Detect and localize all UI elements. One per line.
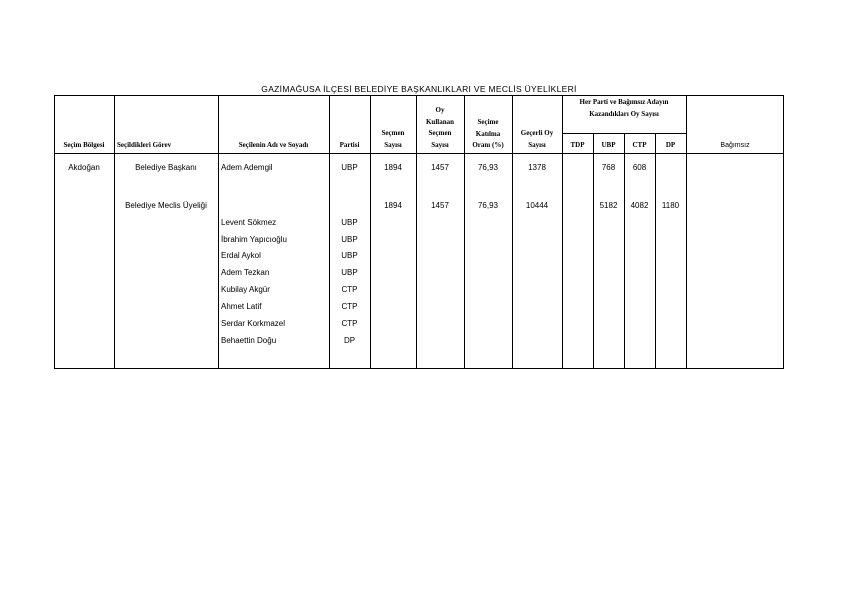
- mayor-katilma: 76,93: [477, 163, 499, 172]
- header-secmen-sayisi: Seçmen Sayısı: [381, 129, 405, 149]
- member-name: Erdal Aykol: [221, 251, 261, 260]
- member-party: UBP: [341, 268, 358, 277]
- mayor-ubp: 768: [601, 163, 616, 172]
- header-parti-group: Her Parti ve Bağımsız Adayın Kazandıkları Oy Sayısı: [579, 98, 669, 118]
- member-party: UBP: [341, 251, 358, 260]
- column-divider: [562, 95, 563, 369]
- header-ctp: CTP: [632, 141, 647, 149]
- council-dp: 1180: [661, 201, 680, 210]
- member-party: CTP: [341, 285, 358, 294]
- header-secim-bolgesi: Seçim Bölgesi: [63, 141, 105, 149]
- column-divider: [464, 95, 465, 369]
- header-oy-kullanan: Oy Kullanan Seçmen Sayısı: [425, 106, 454, 149]
- header-bagimsiz: Bağımsız: [720, 142, 750, 149]
- member-name: Ahmet Latif: [221, 302, 262, 311]
- column-divider: [218, 95, 219, 369]
- column-divider: [370, 95, 371, 369]
- table-frame: [54, 95, 784, 369]
- member-party: DP: [343, 336, 356, 345]
- header-partisi: Partisi: [339, 141, 360, 149]
- column-divider: [686, 95, 687, 369]
- mayor-gorev: Belediye Başkanı: [135, 163, 197, 172]
- column-divider: [114, 95, 115, 369]
- member-name: Serdar Korkmazel: [221, 319, 286, 328]
- mayor-oy-kullanan: 1457: [431, 163, 449, 172]
- member-party: CTP: [341, 302, 358, 311]
- mayor-parti: UBP: [341, 163, 358, 172]
- header-ad-soyad: Seçilenin Adı ve Soyadı: [238, 141, 309, 149]
- column-divider: [655, 133, 656, 369]
- council-ctp: 4082: [630, 201, 649, 210]
- member-party: CTP: [341, 319, 358, 328]
- column-divider: [512, 95, 513, 369]
- mayor-bolge: Akdoğan: [68, 163, 100, 172]
- mayor-ctp: 608: [632, 163, 647, 172]
- member-name: Behaettin Doğu: [221, 336, 277, 345]
- council-katilma: 76,93: [477, 201, 499, 210]
- council-secmen: 1894: [384, 201, 402, 210]
- member-name: Adem Tezkan: [221, 268, 270, 277]
- member-party: UBP: [341, 218, 358, 227]
- member-name: Kubilay Akgür: [221, 285, 270, 294]
- council-gecerli: 10444: [525, 201, 549, 210]
- header-bottom-line: [54, 153, 784, 154]
- council-ubp: 5182: [599, 201, 618, 210]
- header-gecerli-oy: Geçerli Oy Sayısı: [520, 129, 554, 149]
- header-gorev: Seçildikleri Görev: [117, 141, 172, 149]
- mayor-secmen: 1894: [384, 163, 402, 172]
- header-katilma-orani: Seçime Katılma Oranı (%): [472, 118, 504, 149]
- council-gorev: Belediye Meclis Üyeliği: [125, 201, 207, 210]
- mayor-gecerli: 1378: [528, 163, 546, 172]
- mayor-ad: Adem Ademgil: [221, 163, 273, 172]
- header-dp: DP: [665, 141, 676, 149]
- council-oy-kullanan: 1457: [431, 201, 449, 210]
- member-name: Levent Sökmez: [221, 218, 277, 227]
- group-header-divider: [562, 133, 686, 134]
- member-name: İbrahim Yapıcıoğlu: [221, 235, 287, 244]
- header-tdp: TDP: [570, 141, 585, 149]
- column-divider: [416, 95, 417, 369]
- table-title: GAZİMAĞUSA İLÇESİ BELEDİYE BAŞKANLIKLARI VE MECLİS ÜYELİKLERİ: [261, 84, 577, 94]
- header-ubp: UBP: [601, 141, 616, 149]
- member-party: UBP: [341, 235, 358, 244]
